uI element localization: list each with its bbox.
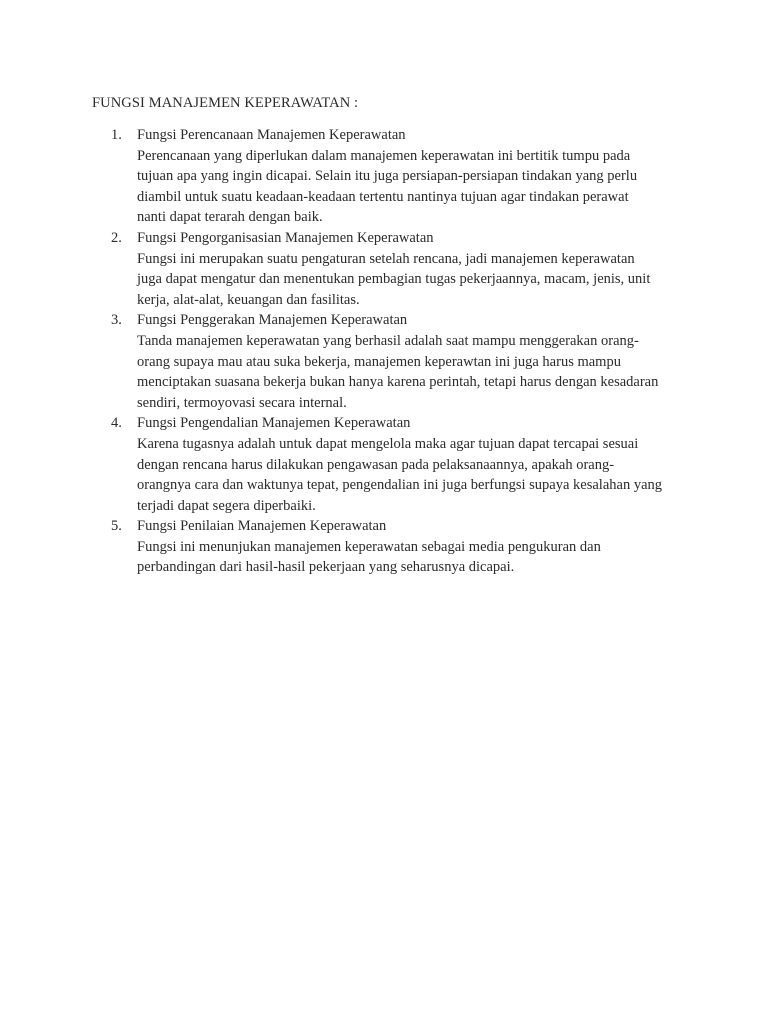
body-line: orang supaya mau atau suka bekerja, manajemen keperawtan ini juga harus mampu: [137, 353, 621, 370]
list-item-pengorganisasian: [92, 228, 692, 310]
list-item-penggerakan: [92, 310, 692, 413]
item-body: [137, 537, 692, 578]
list-item-perencanaan: [92, 125, 692, 228]
body-line: orangnya cara dan waktunya tepat, pengendalian ini juga berfungsi supaya kesalahan yang: [137, 477, 663, 494]
list-item-penilaian: [92, 516, 692, 578]
body-line: dengan rencana harus dilakukan pengawasan pada pelaksanaannya, apakah orang-: [137, 456, 615, 473]
body-line: Fungsi ini menunjukan manajemen keperawatan sebagai media pengukuran dan: [137, 538, 601, 555]
item-heading: Fungsi Perencanaan Manajemen Keperawatan: [137, 127, 406, 143]
item-body: [137, 249, 692, 311]
body-line: juga dapat mengatur dan menentukan pembagian tugas pekerjaannya, macam, jenis, unit: [137, 271, 651, 288]
list-number: 1.: [111, 127, 122, 143]
functions-list: [92, 125, 692, 578]
body-line: sendiri, termoyovasi secara internal.: [137, 394, 347, 411]
body-line: tujuan apa yang ingin dicapai. Selain itu juga persiapan-persiapan tindakan yang perlu: [137, 168, 638, 185]
body-line: Fungsi ini merupakan suatu pengaturan setelah rencana, jadi manajemen keperawatan: [137, 250, 635, 267]
body-line: diambil untuk suatu keadaan-keadaan tertentu nantinya tujuan agar tindakan perawat: [137, 188, 629, 205]
item-heading: Fungsi Pengorganisasian Manajemen Keperawatan: [137, 229, 434, 246]
body-line: terjadi dapat segera diperbaiki.: [137, 497, 316, 514]
item-body: [137, 434, 692, 516]
item-heading: Fungsi Pengendalian Manajemen Keperawatan: [137, 415, 411, 432]
item-heading: Fungsi Penggerakan Manajemen Keperawatan: [137, 312, 408, 329]
body-line: kerja, alat-alat, keuangan dan fasilitas.: [137, 291, 360, 308]
item-heading: Fungsi Penilaian Manajemen Keperawatan: [137, 518, 387, 535]
body-line: nanti dapat terarah dengan baik.: [137, 209, 323, 226]
list-number: 3.: [111, 312, 122, 329]
list-item-pengendalian: [92, 413, 692, 516]
body-line: Tanda manajemen keperawatan yang berhasil adalah saat mampu menggerakan orang-: [137, 332, 639, 349]
list-number: 5.: [111, 518, 122, 535]
item-body: [137, 146, 692, 228]
list-number: 4.: [111, 415, 122, 432]
list-number: 2.: [111, 229, 122, 246]
document-title: FUNGSI MANAJEMEN KEPERAWATAN :: [92, 95, 359, 111]
body-line: perbandingan dari hasil-hasil pekerjaan yang seharusnya dicapai.: [137, 559, 515, 576]
body-line: Karena tugasnya adalah untuk dapat mengelola maka agar tujuan dapat tercapai sesuai: [137, 435, 639, 452]
item-body: [137, 331, 692, 413]
body-line: Perencanaan yang diperlukan dalam manajemen keperawatan ini bertitik tumpu pada: [137, 147, 631, 164]
body-line: menciptakan suasana bekerja bukan hanya karena perintah, tetapi harus dengan kesadaran: [137, 374, 659, 391]
